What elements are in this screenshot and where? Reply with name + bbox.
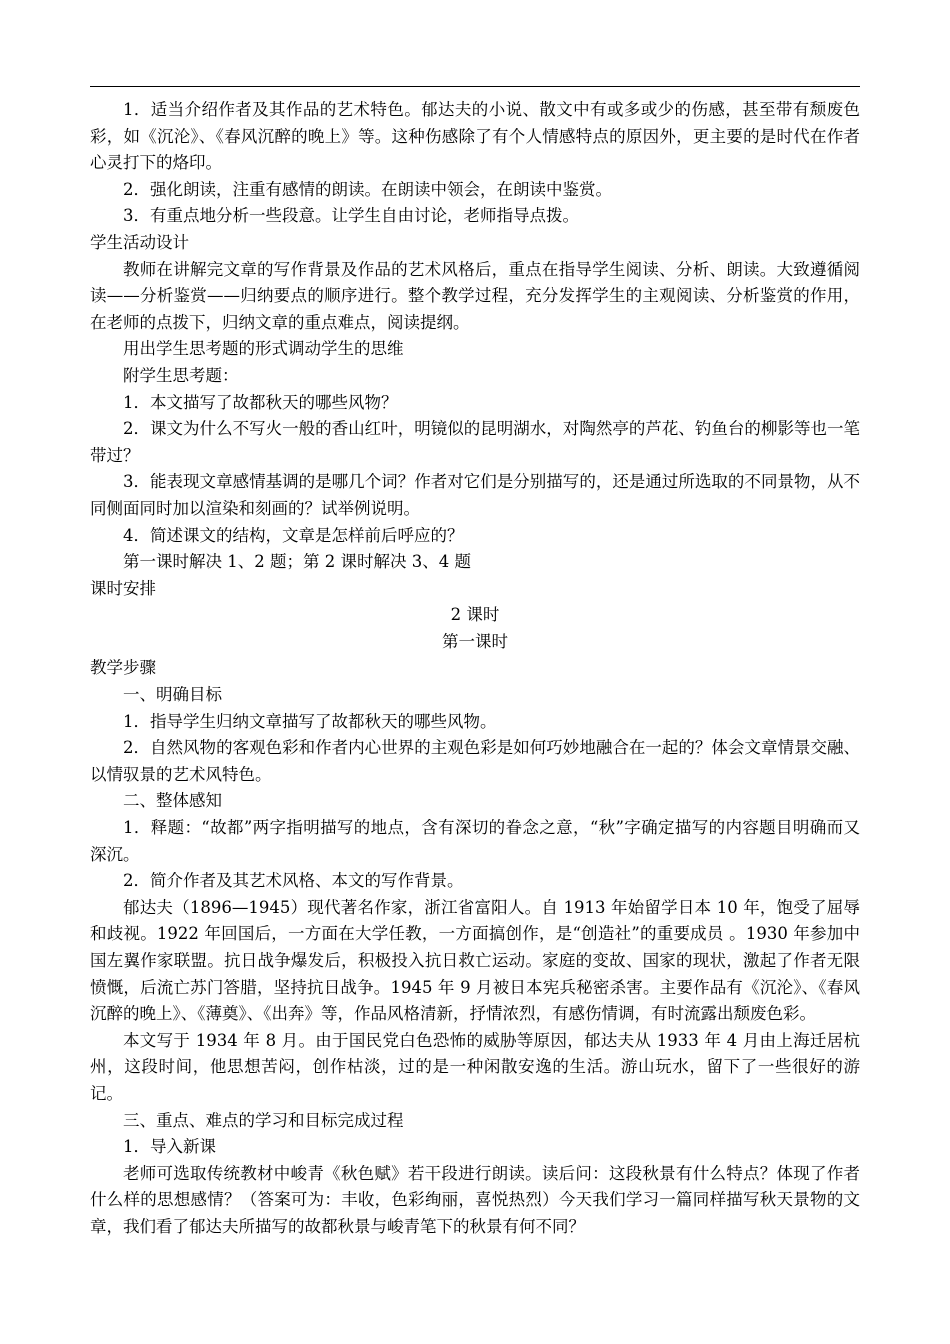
step-2-item-2: 2．简介作者及其艺术风格、本文的写作背景。 <box>123 871 464 891</box>
heading-student-activities: 学生活动设计 <box>90 232 189 252</box>
step-3-item-1: 1．导入新课 <box>123 1137 216 1157</box>
question-4: 4．简述课文的结构，文章是怎样前后呼应的？ <box>123 525 464 545</box>
step-2-item-1: 1．释题：“故都”两字指明描写的地点，含有深切的眷念之意，“秋”字确定描写的内容题目明确而又深沉。 <box>90 818 860 864</box>
paragraph-lead-in: 老师可选取传统教材中峻青《秋色赋》若干段进行朗读。读后问：这段秋景有什么特点？体现了作者什么样的思想感情？（答案可为：丰收，色彩绚丽，喜悦热烈）今天我们学习一篇同样描写秋天景物的文章，我们看了郁达夫所描写的故都秋景与峻青笔下的秋景有何不同？ <box>90 1163 860 1236</box>
paragraph-intro-author: 1．适当介绍作者及其作品的艺术特色。郁达夫的小说、散文中有或多或少的伤感，甚至带有颓废色彩，如《沉沦》、《春风沉醉的晚上》等。这种伤感除了有个人情感特点的原因外，更主要的是时代在作者心灵打下的烙印。 <box>90 100 860 173</box>
step-2-heading: 二、整体感知 <box>123 791 222 811</box>
paragraph-lesson-split: 第一课时解决 1、2 题；第 2 课时解决 3、4 题 <box>123 552 471 572</box>
paragraph-reading: 2．强化朗读，注重有感情的朗读。在朗读中领会，在朗读中鉴赏。 <box>123 179 612 199</box>
question-1: 1．本文描写了故都秋天的哪些风物？ <box>123 392 398 412</box>
heading-schedule: 课时安排 <box>90 578 156 598</box>
paragraph-analysis: 3．有重点地分析一些段意。让学生自由讨论，老师指导点拨。 <box>123 206 579 226</box>
step-3-heading: 三、重点、难点的学习和目标完成过程 <box>123 1110 404 1130</box>
question-2: 2．课文为什么不写火一般的香山红叶，明镜似的昆明湖水，对陶然亭的芦花、钓鱼台的柳影等也一笔带过？ <box>90 419 860 465</box>
schedule-hours: 2 课时 <box>450 605 500 625</box>
schedule-first-lesson: 第一课时 <box>442 631 508 651</box>
paragraph-questions-title: 附学生思考题： <box>123 365 239 385</box>
question-3: 3．能表现文章感情基调的是哪几个词？作者对它们是分别描写的，还是通过所选取的不同景物，从不同侧面同时加以渲染和刻画的？试举例说明。 <box>90 472 860 518</box>
paragraph-teacher-guidance: 教师在讲解完文章的写作背景及作品的艺术风格后，重点在指导学生阅读、分析、朗读。大致遵循阅读——分析鉴赏——归纳要点的顺序进行。整个教学过程，充分发挥学生的主观阅读、分析鉴赏的作用，在老师的点拨下，归纳文章的重点难点，阅读提纲。 <box>90 259 860 332</box>
step-1-item-1: 1．指导学生归纳文章描写了故都秋天的哪些风物。 <box>123 711 497 731</box>
heading-teaching-steps: 教学步骤 <box>90 658 156 678</box>
step-1-item-2: 2．自然风物的客观色彩和作者内心世界的主观色彩是如何巧妙地融合在一起的？体会文章情景交融、以情驭景的艺术风特色。 <box>90 738 860 784</box>
step-1-heading: 一、明确目标 <box>123 685 222 705</box>
document-page <box>90 86 860 1241</box>
paragraph-writing-background: 本文写于 1934 年 8 月。由于国民党白色恐怖的威胁等原因，郁达夫从 1933 年 4 月由上海迁居杭州，这段时间，他思想苦闷，创作枯淡，过的是一种闲散安逸的生活。游山玩水，留下了一些很好的游记。 <box>90 1030 860 1103</box>
paragraph-thinking-method: 用出学生思考题的形式调动学生的思维 <box>123 339 404 359</box>
header-rule <box>90 86 860 87</box>
paragraph-author-bio: 郁达夫（1896—1945）现代著名作家，浙江省富阳人。自 1913 年始留学日本 10 年，饱受了屈辱和歧视。1922 年回国后，一方面在大学任教，一方面搞创作，是“创造社”的重要成员 。1930 年参加中国左翼作家联盟。抗日战争爆发后，积极投入抗日救亡运动。家庭的变故、国家的现状，激起了作者无限愤慨，后流亡苏门答腊，坚持抗日战争。1945 年 9 月被日本宪兵秘密杀害。主要作品有《沉沦》、《春风沉醉的晚上》、《薄奠》、《出奔》等，作品风格清新，抒情浓烈，有感伤情调，有时流露出颓废色彩。 <box>90 897 860 1024</box>
